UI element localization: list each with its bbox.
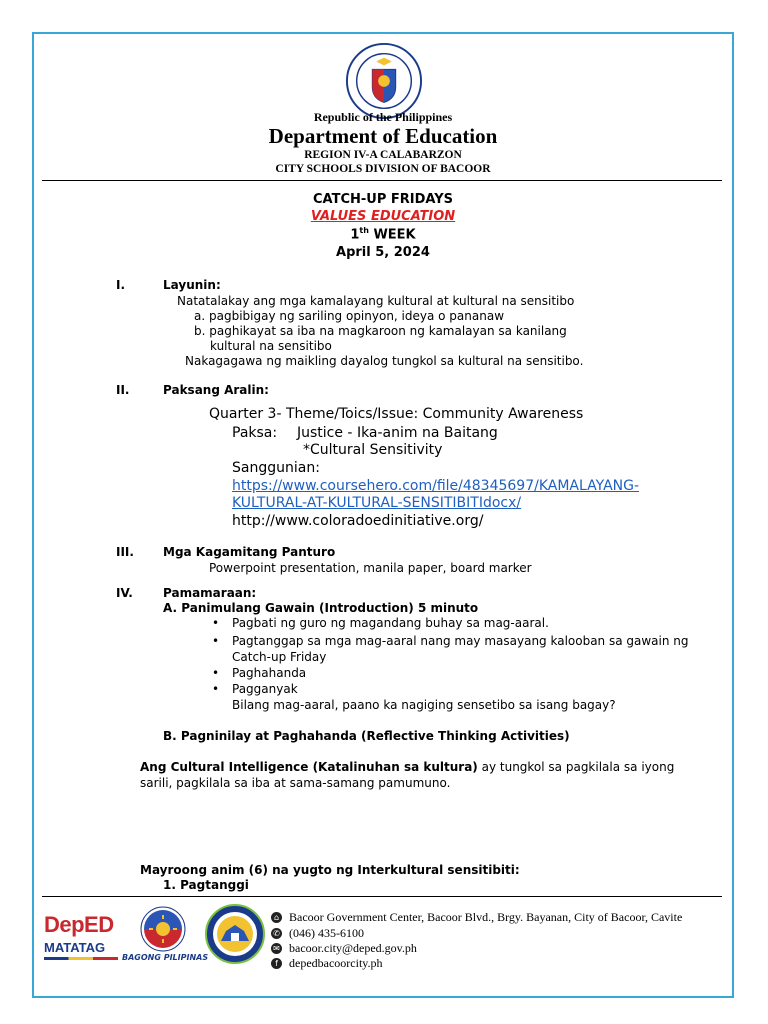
- layunin-a: a. pagbibigay ng sariling opinyon, ideya o pananaw: [194, 309, 505, 323]
- bagong-pilipinas-logo: [130, 905, 196, 955]
- footer-email[interactable]: bacoor.city@deped.gov.ph: [289, 941, 417, 955]
- subsection-a-heading: A. Panimulang Gawain (Introduction) 5 minuto: [163, 601, 479, 615]
- quarter-text: Quarter 3- Theme/Toics/Issue: Community Awareness: [209, 406, 584, 422]
- week-number: 1: [350, 227, 360, 243]
- cultural-intelligence-desc: ay tungkol sa pagkilala sa iyong: [477, 760, 675, 774]
- deped-seal-logo: [345, 42, 423, 120]
- bullet-dot: •: [212, 666, 220, 680]
- footer-phone: (046) 435-6100: [289, 926, 364, 940]
- bullet-item-4-cont: Bilang mag-aaral, paano ka nagiging sensetibo sa isang bagay?: [232, 698, 616, 712]
- section-4-heading: Pamamaraan:: [163, 586, 257, 600]
- materials-text: Powerpoint presentation, manila paper, board marker: [209, 561, 532, 575]
- cultural-intelligence-term: Ang Cultural Intelligence (Katalinuhan sa kultura): [140, 760, 478, 774]
- paksa-value: Justice - Ika-anim na Baitang: [297, 425, 498, 441]
- section-4-numeral: IV.: [116, 586, 133, 600]
- cultural-intelligence-line1: [140, 760, 674, 774]
- reference-link-1a[interactable]: https://www.coursehero.com/file/48345697/KAMALAYANG-: [232, 478, 640, 494]
- subsection-b-heading: B. Pagninilay at Paghahanda (Reflective Thinking Activities): [163, 729, 570, 743]
- bagong-pilipinas-text: BAGONG PILIPINAS: [122, 953, 209, 962]
- republic-text: Republic of the Philippines: [313, 110, 453, 124]
- layunin-b-line1: b. paghikayat sa iba na magkaroon ng kamalayan sa kanilang: [194, 324, 567, 338]
- week-word: WEEK: [373, 227, 416, 243]
- reference-link-1b[interactable]: KULTURAL-AT-KULTURAL-SENSITIBITIdocx/: [232, 495, 522, 511]
- section-3-numeral: III.: [116, 545, 134, 559]
- bullet-item-2-cont: Catch-up Friday: [232, 650, 327, 664]
- facebook-icon: f: [271, 958, 282, 969]
- date-text: April 5, 2024: [336, 245, 430, 260]
- bullet-dot: •: [212, 634, 220, 648]
- bullet-item-2: Pagtanggap sa mga mag-aaral nang may masayang kalooban sa gawain ng: [232, 634, 689, 648]
- bullet-item-1: Pagbati ng guro ng magandang buhay sa mag-aaral.: [232, 616, 549, 630]
- week-label: [34, 226, 732, 242]
- section-1-heading: Layunin:: [163, 278, 221, 292]
- sanggunian-label: Sanggunian:: [232, 460, 320, 476]
- matatag-stripe: [44, 957, 118, 960]
- catch-up-title: CATCH-UP FRIDAYS: [313, 192, 453, 207]
- region-text: REGION IV-A CALABARZON: [304, 149, 462, 161]
- email-icon: ✉: [271, 943, 282, 954]
- phone-icon: ✆: [271, 928, 282, 939]
- footer-divider: [42, 896, 722, 897]
- layunin-b-line2: kultural na sensitibo: [210, 339, 332, 353]
- stage-1: 1. Pagtanggi: [163, 878, 249, 892]
- department-title: Department of Education: [268, 124, 498, 148]
- home-icon: ⌂: [271, 912, 282, 923]
- bullet-dot: •: [212, 682, 220, 696]
- section-2-heading: Paksang Aralin:: [163, 383, 269, 397]
- deped-matatag-logo: [44, 912, 122, 960]
- reference-link-2[interactable]: http://www.coloradoedinitiative.org/: [232, 513, 484, 529]
- layunin-outro: Nakagagawa ng maikling dayalog tungkol sa kultural na sensitibo.: [185, 354, 584, 368]
- paksa-sub: *Cultural Sensitivity: [303, 442, 443, 458]
- matatag-wordmark: MATATAG: [44, 940, 106, 955]
- paksa-label: Paksa:: [232, 425, 278, 441]
- bullet-dot: •: [212, 616, 220, 630]
- division-text: CITY SCHOOLS DIVISION OF BACOOR: [275, 163, 491, 175]
- bullet-item-3: Paghahanda: [232, 666, 307, 680]
- footer-web[interactable]: depedbacoorcity.ph: [289, 956, 383, 970]
- deped-wordmark: DepED: [44, 912, 114, 937]
- stages-heading: Mayroong anim (6) na yugto ng Interkultural sensitibiti:: [140, 863, 520, 877]
- header-divider: [42, 180, 722, 181]
- sdo-bacoor-seal: [204, 903, 266, 965]
- section-3-heading: Mga Kagamitang Panturo: [163, 545, 336, 559]
- section-1-numeral: I.: [116, 278, 126, 292]
- footer-address: Bacoor Government Center, Bacoor Blvd., Brgy. Bayanan, City of Bacoor, Cavite: [289, 910, 683, 924]
- layunin-intro: Natatalakay ang mga kamalayang kultural at kultural na sensitibo: [177, 294, 575, 308]
- section-2-numeral: II.: [116, 383, 130, 397]
- bullet-item-4: Pagganyak: [232, 682, 298, 696]
- subject-title: VALUES EDUCATION: [310, 209, 456, 224]
- week-suffix: th: [359, 226, 369, 235]
- cultural-intelligence-line2: sarili, pagkilala sa iba at sama-samang pamumuno.: [140, 776, 451, 790]
